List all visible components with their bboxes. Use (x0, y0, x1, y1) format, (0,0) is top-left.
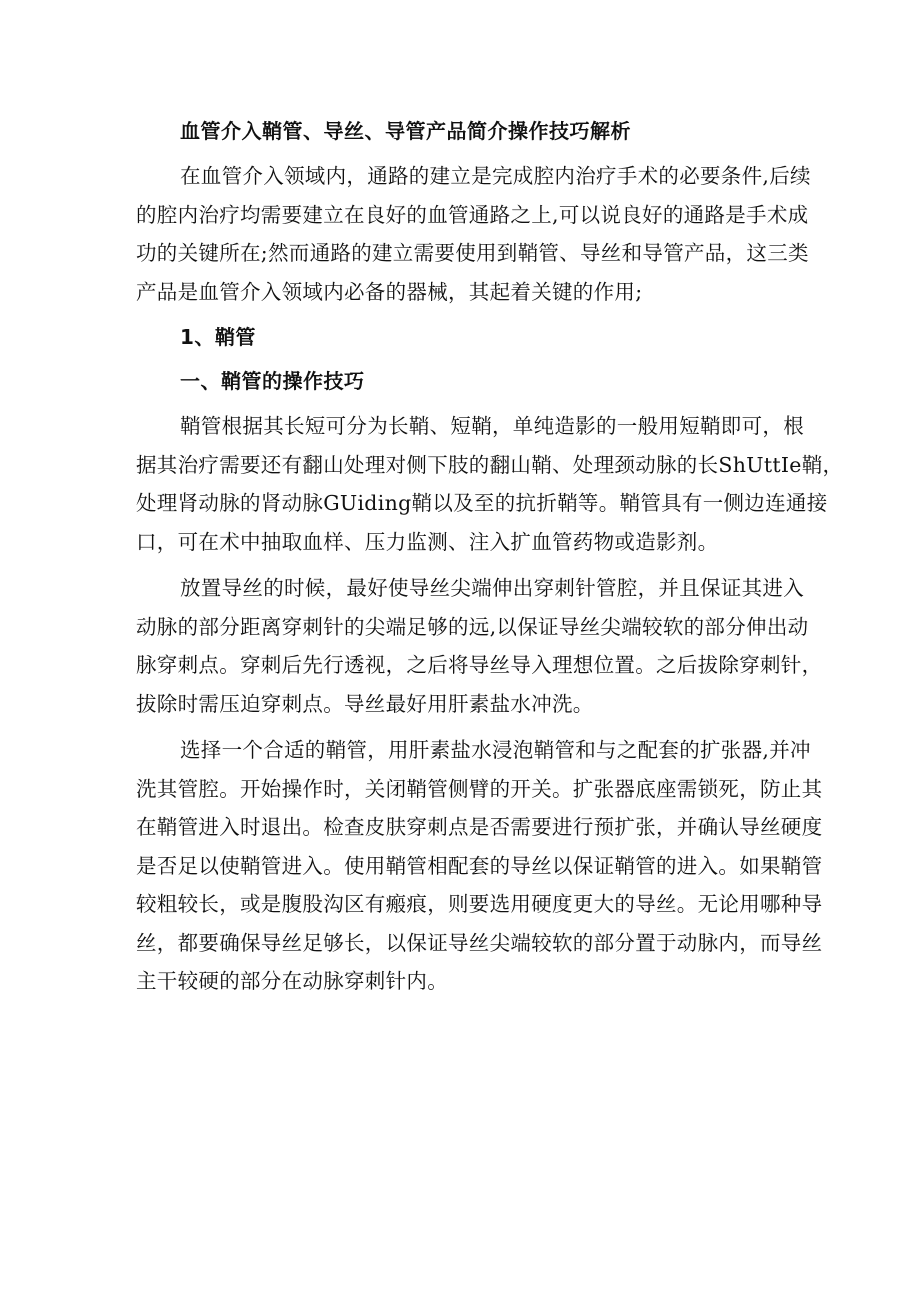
body-paragraph-1 (136, 407, 844, 561)
paragraph-line: 处理肾动脉的肾动脉GUiding鞘以及至的抗折鞘等。鞘管具有一侧边连通接 (136, 491, 828, 515)
intro-paragraph (136, 157, 811, 311)
paragraph-line: 动脉的部分距离穿刺针的尖端足够的远,以保证导丝尖端较软的部分伸出动 (136, 614, 809, 639)
paragraph-line: 在血管介入领域内，通路的建立是完成腔内治疗手术的必要条件,后续 (180, 164, 811, 188)
paragraph-line: 的腔内治疗均需要建立在良好的血管通路之上,可以说良好的通路是手术成 (136, 202, 809, 227)
section-heading: 1、鞘管 (180, 325, 256, 349)
paragraph-line: 产品是血管介入领域内必备的器械，其起着关键的作用; (136, 279, 643, 304)
paragraph-line: 选择一个合适的鞘管，用肝素盐水浸泡鞘管和与之配套的扩张器,并冲 (180, 738, 811, 762)
paragraph-line: 放置导丝的时候，最好使导丝尖端伸出穿刺针管腔，并且保证其进入 (180, 576, 804, 600)
paragraph-line: 据其治疗需要还有翻山处理对侧下肢的翻山鞘、处理颈动脉的长ShUttIe鞘， (136, 452, 844, 477)
paragraph-line: 脉穿刺点。穿刺后先行透视，之后将导丝导入理想位置。之后拔除穿刺针， (136, 653, 823, 677)
paragraph-line: 主干较硬的部分在动脉穿刺针内。 (136, 969, 448, 993)
subsection-heading: 一、鞘管的操作技巧 (180, 369, 365, 393)
body-paragraph-2 (136, 569, 823, 723)
paragraph-line: 较粗较长，或是腹股沟区有瘢痕，则要选用硬度更大的导丝。无论用哪种导 (136, 892, 823, 916)
paragraph-line: 鞘管根据其长短可分为长鞘、短鞘，单纯造影的一般用短鞘即可，根 (180, 414, 804, 438)
paragraph-line: 口，可在术中抽取血样、压力监测、注入扩血管药物或造影剂。 (136, 529, 719, 554)
paragraph-line: 丝，都要确保导丝足够长，以保证导丝尖端较软的部分置于动脉内，而导丝 (136, 930, 823, 955)
paragraph-line: 是否足以使鞘管进入。使用鞘管相配套的导丝以保证鞘管的进入。如果鞘管 (136, 853, 823, 878)
paragraph-line: 在鞘管进入时退出。检查皮肤穿刺点是否需要进行预扩张，并确认导丝硬度 (136, 815, 823, 839)
body-paragraph-3 (136, 731, 823, 1001)
document-page (136, 113, 844, 1009)
paragraph-line: 拔除时需压迫穿刺点。导丝最好用肝素盐水冲洗。 (136, 691, 594, 716)
paragraph-line: 功的关键所在;然而通路的建立需要使用到鞘管、导丝和导管产品，这三类 (136, 241, 809, 265)
paragraph-line: 洗其管腔。开始操作时，关闭鞘管侧臂的开关。扩张器底座需锁死，防止其 (136, 776, 823, 801)
document-title: 血管介入鞘管、导丝、导管产品简介操作技巧解析 (180, 119, 631, 143)
